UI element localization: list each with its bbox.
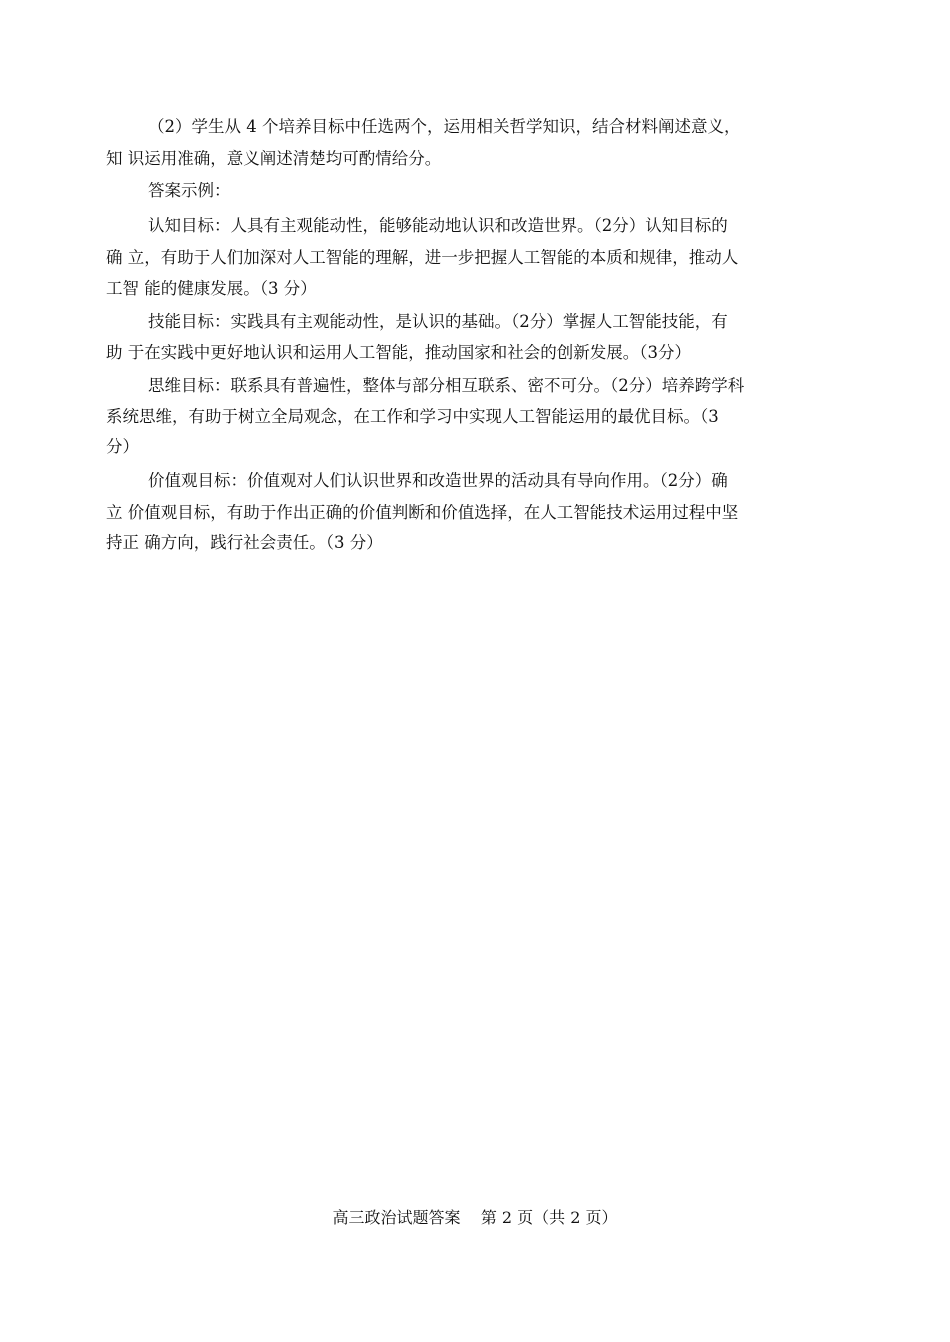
text-line: （2）学生从 4 个培养目标中任选两个，运用相关哲学知识，结合材料阐述意义，: [148, 117, 741, 136]
text-line: 认知目标：人具有主观能动性，能够能动地认识和改造世界。（2分）认知目标的: [148, 216, 728, 235]
text-line: 系统思维，有助于树立全局观念，在工作和学习中实现人工智能运用的最优目标。（3: [106, 407, 719, 426]
text-line: 立 价值观目标，有助于作出正确的价值判断和价值选择，在人工智能技术运用过程中坚: [106, 503, 739, 522]
text-line: 知 识运用准确，意义阐述清楚均可酌情给分。: [106, 149, 442, 168]
text-line: 助 于在实践中更好地认识和运用人工智能，推动国家和社会的创新发展。（3分）: [106, 343, 691, 362]
page-footer: 高三政治试题答案 第 2 页（共 2 页）: [332, 1208, 618, 1227]
text-line: 分）: [106, 437, 139, 456]
text-line: 思维目标：联系具有普遍性，整体与部分相互联系、密不可分。（2分）培养跨学科: [148, 376, 745, 395]
text-line: 持正 确方向，践行社会责任。（3 分）: [106, 533, 383, 552]
text-line: 工智 能的健康发展。（3 分）: [106, 279, 317, 298]
answer-example-label: 答案示例：: [148, 181, 231, 200]
text-line: 确 立，有助于人们加深对人工智能的理解，进一步把握人工智能的本质和规律，推动人: [106, 248, 739, 267]
text-line: 技能目标：实践具有主观能动性，是认识的基础。（2分）掌握人工智能技能，有: [148, 312, 728, 331]
text-line: 价值观目标：价值观对人们认识世界和改造世界的活动具有导向作用。（2分）确: [148, 471, 728, 490]
